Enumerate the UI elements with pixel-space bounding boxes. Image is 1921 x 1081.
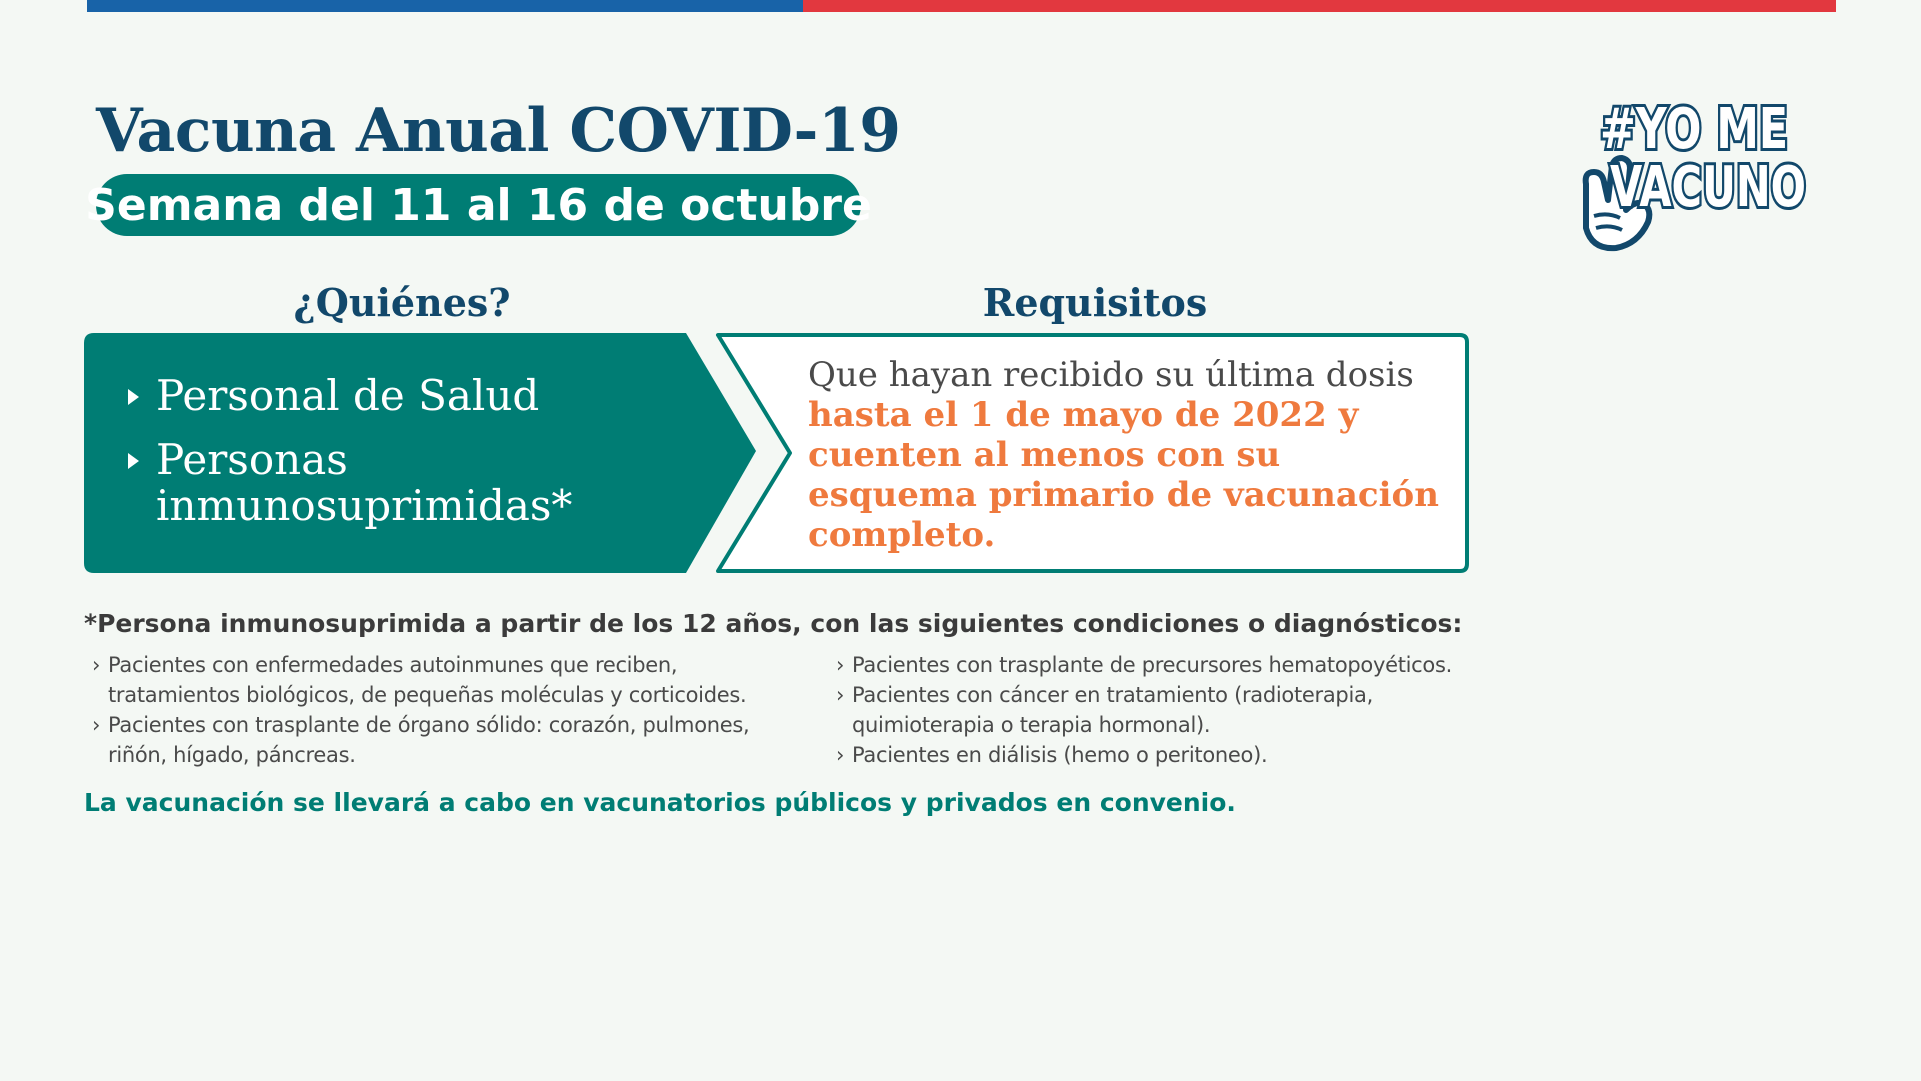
- chevron-right-icon: ›: [836, 683, 845, 707]
- logo-line-1: #YO ME: [1600, 97, 1788, 162]
- condition-item: › Pacientes con trasplante de precursores hematopoyéticos.: [836, 650, 1476, 680]
- flag-bar-red: [803, 0, 1836, 12]
- week-text: Semana del 11 al 16 de octubre: [85, 179, 872, 231]
- flag-top-bar: [87, 0, 1836, 12]
- page-title: Vacuna Anual COVID-19: [96, 96, 901, 166]
- week-badge: [85, 174, 872, 236]
- conditions-list-left: [92, 650, 792, 770]
- chevron-right-icon: ›: [836, 653, 845, 677]
- yo-me-vacuno-logo: [1568, 88, 1808, 256]
- requirements-text: [808, 355, 1448, 555]
- condition-item: › Pacientes en diálisis (hemo o peritoneo).: [836, 740, 1476, 770]
- who-item-health-staff: Personal de Salud: [128, 373, 716, 419]
- who-panel: [84, 333, 756, 573]
- requirements-panel: [716, 333, 1469, 573]
- logo-line-2: VACUNO: [1610, 155, 1806, 220]
- requirements-intro: Que hayan recibido su última dosis: [808, 355, 1414, 395]
- who-item-immunosuppressed: Personas inmunosuprimidas*: [128, 437, 716, 529]
- requirements-highlight: hasta el 1 de mayo de 2022 y cuenten al menos con su esquema primario de vacunación completo.: [808, 395, 1439, 555]
- chevron-right-icon: ›: [836, 743, 845, 767]
- condition-item: › Pacientes con cáncer en tratamiento (radioterapia, quimioterapia o terapia hormonal).: [836, 680, 1476, 740]
- who-list: [128, 373, 716, 547]
- condition-item: › Pacientes con trasplante de órgano sólido: corazón, pulmones, riñón, hígado, páncreas.: [92, 710, 792, 770]
- footer-note: La vacunación se llevará a cabo en vacunatorios públicos y privados en convenio.: [84, 788, 1236, 817]
- chevron-right-icon: ›: [92, 653, 101, 677]
- who-heading: ¿Quiénes?: [293, 280, 511, 325]
- flag-bar-blue: [87, 0, 803, 12]
- chevron-right-icon: ›: [92, 713, 101, 737]
- conditions-list-right: [836, 650, 1476, 770]
- condition-item: › Pacientes con enfermedades autoinmunes que reciben, tratamientos biológicos, de pequeñas moléculas y corticoides.: [92, 650, 792, 710]
- triangle-bullet-icon: [128, 389, 139, 405]
- requirements-heading: Requisitos: [982, 280, 1208, 325]
- triangle-bullet-icon: [128, 453, 139, 469]
- conditions-heading: *Persona inmunosuprimida a partir de los 12 años, con las siguientes condiciones o diagnósticos:: [84, 609, 1463, 638]
